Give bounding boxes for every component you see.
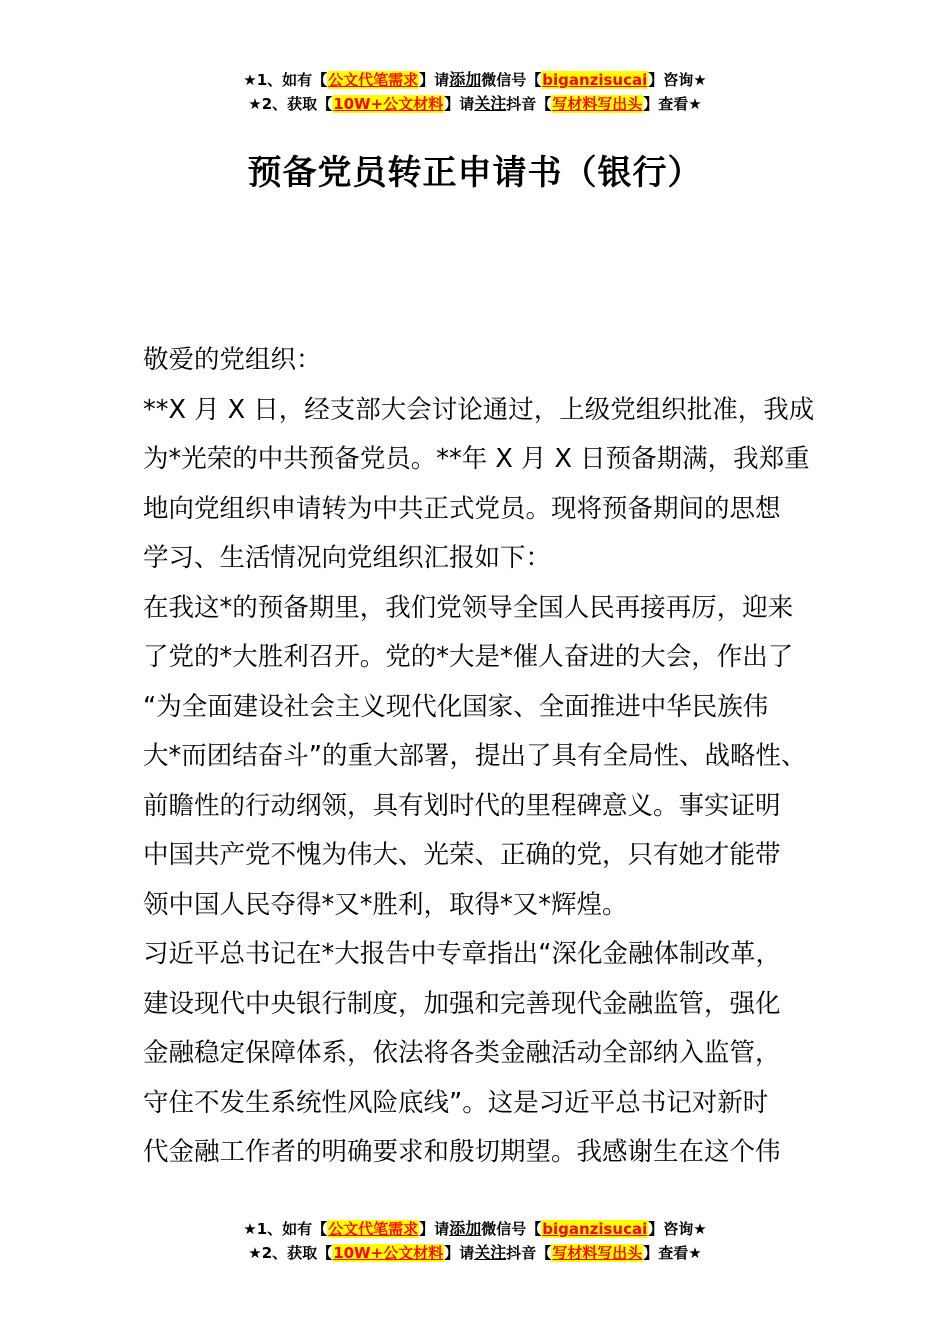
banner-text: 】请: [419, 71, 450, 89]
banner-emphasis: 添加: [449, 1219, 482, 1238]
highlight-service: 公文代笔需求: [328, 71, 419, 89]
body-line: 守住不发生系统性风险底线”。这是习近平总书记对新时: [143, 1087, 769, 1118]
highlight-wechat-id: biganzisucai: [542, 1220, 648, 1238]
banner-line-1: [0, 68, 950, 92]
body-line: “为全面建设社会主义现代化国家、全面推进中华民族伟: [143, 691, 769, 722]
body-line: 地向党组织申请转为中共正式党员。现将预备期间的思想: [143, 493, 781, 524]
document-title: 预备党员转正申请书（银行）: [247, 153, 703, 193]
body-line: 敬爱的党组织：: [143, 345, 322, 375]
banner-text: 】请: [444, 1244, 475, 1262]
banner-text: 】查看★: [643, 1244, 702, 1262]
banner-line-2: [0, 1241, 950, 1265]
body-line: 了党的*大胜利召开。党的*大是*催人奋进的大会，作出了: [143, 642, 794, 672]
banner-emphasis: 关注: [474, 94, 507, 113]
banner-text: 】请: [419, 1220, 450, 1238]
body-line: 学习、生活情况向党组织汇报如下：: [143, 543, 552, 573]
banner-emphasis: 关注: [474, 1243, 507, 1262]
highlight-douyin-account: 写材料写出头: [552, 95, 643, 113]
banner-text: ★1、如有【: [243, 1220, 328, 1238]
body-line: 金融稳定保障体系，依法将各类金融活动全部纳入监管，: [143, 1038, 781, 1068]
highlight-materials: 10W+公文材料: [333, 1244, 444, 1262]
body-line: 领中国人民夺得*又*胜利，取得*又*辉煌。: [143, 889, 628, 920]
banner-text: ★2、获取【: [248, 1244, 333, 1262]
banner-text: ★2、获取【: [248, 95, 333, 113]
banner-line-2: [0, 92, 950, 116]
banner-text: 抖音【: [506, 1244, 552, 1262]
banner-text: 】咨询★: [648, 71, 707, 89]
banner-text: 微信号【: [481, 71, 542, 89]
body-line: 代金融工作者的明确要求和殷切期望。我感谢生在这个伟: [143, 1137, 781, 1167]
footer-banner: [0, 1217, 950, 1265]
body-line: 大*而团结奋斗”的重大部署，提出了具有全局性、战略性、: [143, 741, 807, 771]
banner-text: 】请: [444, 95, 475, 113]
body-line: 为*光荣的中共预备党员。**年 X 月 X 日预备期满，我郑重: [143, 444, 810, 474]
banner-text: 】查看★: [643, 95, 702, 113]
body-line: 前瞻性的行动纲领，具有划时代的里程碑意义。事实证明: [143, 790, 781, 821]
highlight-service: 公文代笔需求: [328, 1220, 419, 1238]
banner-line-1: [0, 1217, 950, 1241]
body-line: **X 月 X 日，经支部大会讨论通过，上级党组织批准，我成: [143, 394, 815, 425]
highlight-materials: 10W+公文材料: [333, 95, 444, 113]
body-line: 在我这*的预备期里，我们党领导全国人民再接再厉，迎来: [143, 592, 794, 623]
header-banner: [0, 68, 950, 116]
document-body: [143, 336, 823, 1178]
banner-text: 抖音【: [506, 95, 552, 113]
banner-text: ★1、如有【: [243, 71, 328, 89]
body-line: 中国共产党不愧为伟大、光荣、正确的党，只有她才能带: [143, 840, 781, 870]
highlight-wechat-id: biganzisucai: [542, 71, 648, 89]
banner-text: 】咨询★: [648, 1220, 707, 1238]
banner-text: 微信号【: [481, 1220, 542, 1238]
body-line: 习近平总书记在*大报告中专章指出“深化金融体制改革，: [143, 939, 781, 969]
banner-emphasis: 添加: [449, 70, 482, 89]
body-line: 建设现代中央银行制度，加强和完善现代金融监管，强化: [143, 988, 781, 1019]
highlight-douyin-account: 写材料写出头: [552, 1244, 643, 1262]
